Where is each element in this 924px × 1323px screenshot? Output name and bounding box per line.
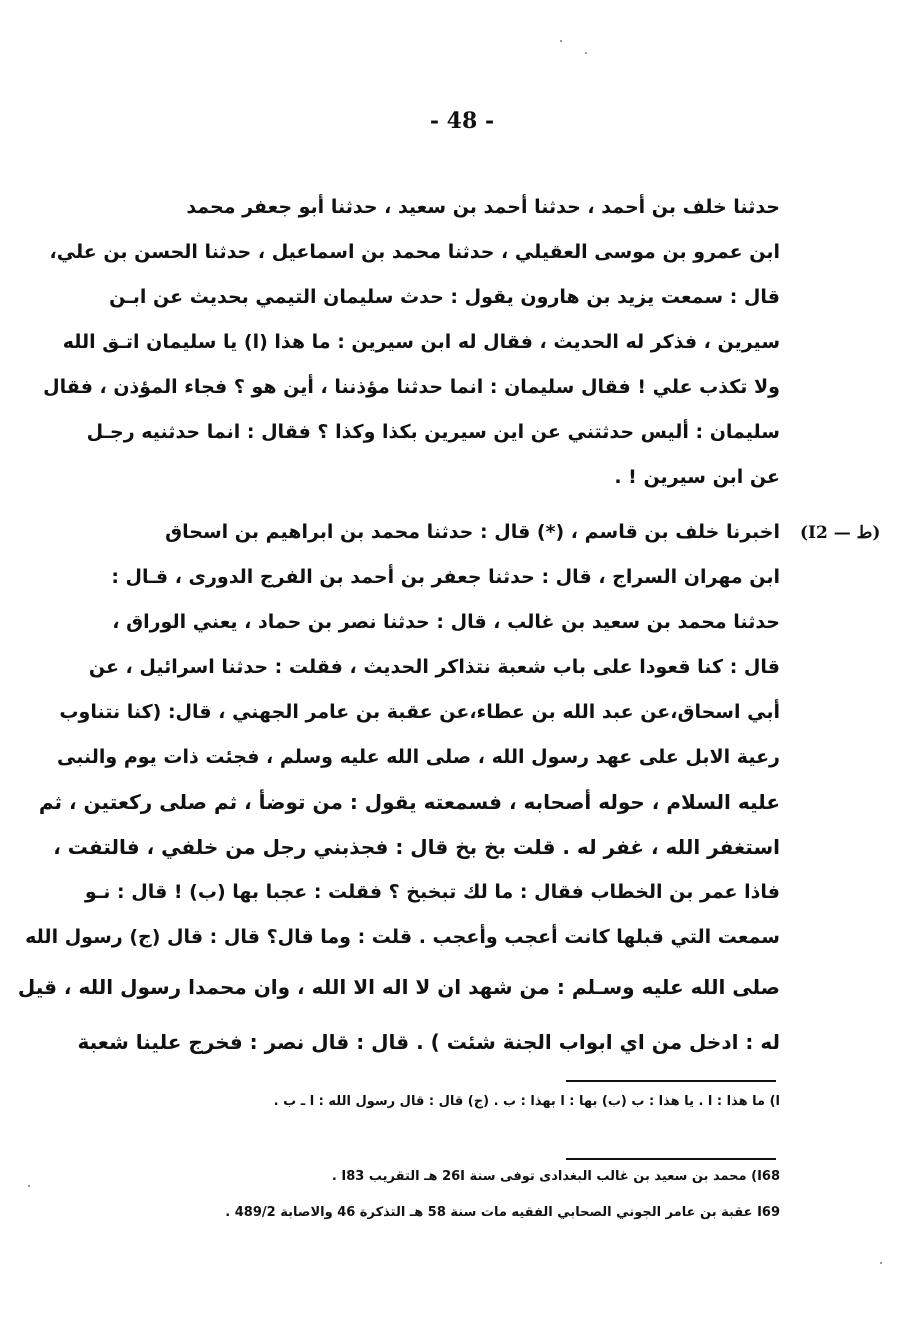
text-line: أبي اسحاق،عن عبد الله بن عطاء،عن عقبة بن عامر الجهني ، قال: (كنا نتناوب — [59, 701, 780, 723]
text-line: استغفر الله ، غفر له . قلت بخ بخ قال : فجذبني رجل من خلفي ، فالتفت ، — [53, 835, 780, 859]
page-number: - 48 - — [429, 108, 495, 134]
text-line: ولا تكذب علي ! فقال سليمان : انما حدثنا مؤذننا ، أين هو ؟ فجاء المؤذن ، فقال — [43, 376, 780, 398]
text-line: له : ادخل من اي ابواب الجنة شئت ) . قال : قال نصر : فخرج علينا شعبة — [77, 1030, 780, 1054]
footnote-168: I68) محمد بن سعيد بن غالب البغدادى توفى سنة 26I هـ التقريب I83 . — [331, 1169, 780, 1184]
text-line: فاذا عمر بن الخطاب فقال : ما لك تبخبخ ؟ فقلت : عجبا بها (ب) ! قال : نـو — [84, 881, 780, 903]
paragraph-1 — [43, 185, 780, 500]
text-line: سليمان : أليس حدثتني عن اين سيرين بكذا وكذا ؟ فقال : انما حدثنيه رجـل — [86, 421, 780, 443]
margin-reference: (I2 — ط) — [800, 523, 881, 543]
text-line: اخبرنا خلف بن قاسم ، (*) قال : حدثنا محمد بن ابراهيم بن اسحاق — [165, 521, 780, 543]
footnote-divider — [566, 1158, 776, 1160]
footnote-169: I69 عقبة بن عامر الجوني الصحابي الفقيه مات سنة 58 هـ التذكرة 46 والاصابة 489/2 . — [225, 1205, 780, 1220]
scan-speck — [560, 40, 562, 42]
text-line: حدثنا محمد بن سعيد بن غالب ، قال : حدثنا نصر بن حماد ، يعني الوراق ، — [112, 611, 780, 633]
footnote-divider — [566, 1080, 776, 1082]
text-line: حدثنا خلف بن أحمد ، حدثنا أحمد بن سعيد ، حدثنا أبو جعفر محمد — [186, 196, 780, 218]
text-line: قال : كنا قعودا على باب شعبة نتذاكر الحديث ، فقلت : حدثنا اسرائيل ، عن — [88, 656, 780, 678]
footnote-variants: ا) ما هذا : ا . يا هذا : ب (ب) بها : ا بهذا : ب . (ج) قال : قال رسول الله : ا ـ ب . — [273, 1094, 780, 1109]
scan-speck — [28, 1185, 30, 1187]
text-line: رعية الابل على عهد رسول الله ، صلى الله عليه وسلم ، فجئت ذات يوم والنبى — [57, 746, 780, 768]
scan-speck — [880, 1262, 882, 1264]
text-line: عليه السلام ، حوله أصحابه ، فسمعته يقول : من توضأ ، ثم صلى ركعتين ، ثم — [38, 790, 780, 814]
text-line: قال : سمعت يزيد بن هارون يقول : حدث سليمان التيمي بحديث عن ابـن — [109, 286, 780, 308]
text-line: صلى الله عليه وسـلم : من شهد ان لا اله الا الله ، وان محمدا رسول الله ، قيل — [17, 975, 780, 999]
text-line: ابن عمرو بن موسى العقيلي ، حدثنا محمد بن اسماعيل ، حدثنا الحسن بن علي، — [49, 241, 780, 263]
text-line: سمعت التي قبلها كانت أعجب وأعجب . قلت : وما قال؟ قال : قال (ج) رسول الله — [25, 926, 780, 948]
text-line: ابن مهران السراج ، قال : حدثنا جعفر بن أحمد بن الفرج الدورى ، قـال : — [111, 566, 780, 588]
text-line: سيرين ، فذكر له الحديث ، فقال له ابن سيرين : ما هذا (ا) يا سليمان اتـق الله — [62, 331, 780, 353]
scan-speck — [585, 52, 587, 54]
paragraph-2 — [17, 510, 780, 1070]
text-line: عن ابن سيرين ! . — [614, 466, 780, 488]
